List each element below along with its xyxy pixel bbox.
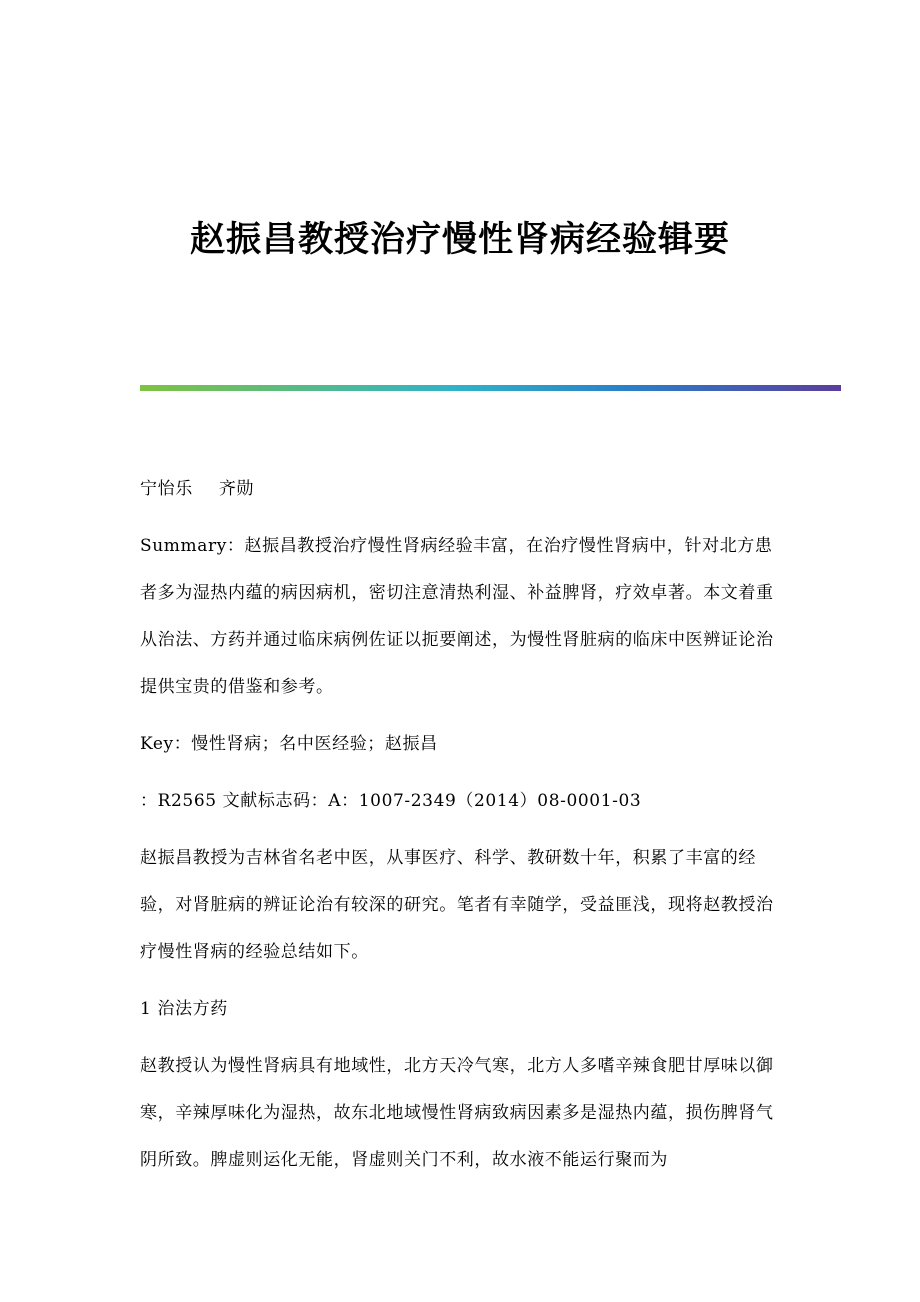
author-name: 齐勋 (218, 479, 255, 499)
section-paragraph: 赵教授认为慢性肾病具有地域性，北方天冷气寒，北方人多嗜辛辣食肥甘厚味以御寒，辛辣厚味化为湿热，故东北地域慢性肾病致病因素多是湿热内蕴，损伤脾肾气阴所致。脾虚则运化无能，肾虚则关门不利，故水液不能运行聚而为 (140, 1056, 774, 1170)
section-heading: 1 治法方药 (140, 999, 228, 1019)
intro-paragraph: 赵振昌教授为吉林省名老中医，从事医疗、科学、教研数十年，积累了丰富的经验，对肾脏病的辨证论治有较深的研究。笔者有幸随学，受益匪浅，现将赵教授治疗慢性肾病的经验总结如下。 (140, 848, 774, 962)
keywords-line: Key：慢性肾病；名中医经验；赵振昌 (140, 734, 438, 754)
summary-paragraph: Summary：赵振昌教授治疗慢性肾病经验丰富，在治疗慢性肾病中，针对北方患者多为湿热内蕴的病因病机，密切注意清热利湿、补益脾肾，疗效卓著。本文着重从治法、方药并通过临床病例佐证以扼要阐述，为慢性肾脏病的临床中医辨证论治提供宝贵的借鉴和参考。 (140, 536, 774, 697)
classification-line: ：R2565 文献标志码：A：1007-2349（2014）08-0001-03 (140, 791, 642, 811)
author-name: 宁怡乐 (140, 479, 193, 499)
title-divider (140, 385, 841, 391)
authors (140, 466, 780, 513)
paper-title: 赵振昌教授治疗慢性肾病经验辑要 (189, 219, 730, 260)
paper-body (140, 466, 780, 1194)
